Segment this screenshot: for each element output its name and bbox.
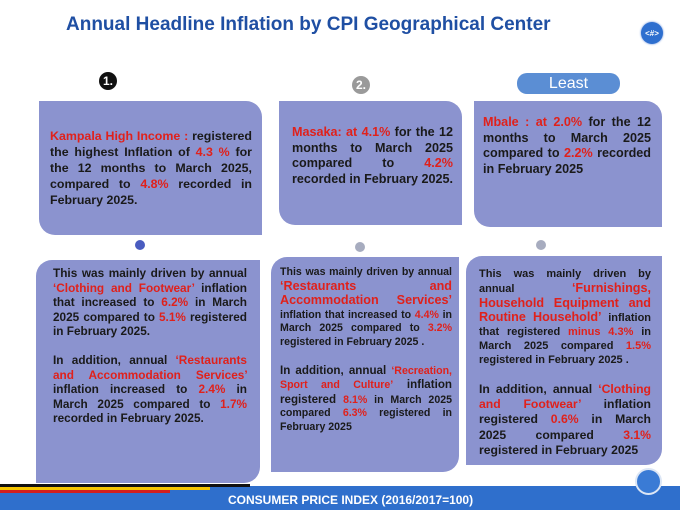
- value-highlight: 3.1%: [623, 427, 651, 442]
- text-span: recorded in February 2025.: [53, 411, 204, 426]
- text-span: recorded in February 2025.: [292, 171, 453, 186]
- text-span: registered in February 2025: [280, 407, 453, 433]
- connector-dot: [536, 240, 546, 250]
- connector-dot: [355, 242, 365, 252]
- masaka-summary-text: [292, 125, 453, 187]
- category-highlight: ‘Restaurants and Accommodation Services’: [53, 352, 247, 382]
- flag-stripe-red: [0, 490, 170, 493]
- value-highlight: 1.5%: [625, 339, 651, 352]
- value-highlight: minus 4.3%: [568, 326, 634, 339]
- value-highlight: 6.2%: [161, 295, 189, 310]
- text-span: in March 2025 compared: [479, 326, 651, 352]
- masaka-lead: Masaka: at: [292, 125, 362, 139]
- category-highlight: ‘Recreation, Sport and Culture’: [280, 364, 452, 392]
- value-highlight: 5.1%: [158, 309, 186, 324]
- kampala-drivers-text: [53, 266, 247, 426]
- text-span: In addition, annual: [479, 381, 599, 396]
- mbale-summary-text: [483, 115, 651, 177]
- value-highlight: 2.0%: [553, 115, 583, 129]
- mbale-lead: Mbale : at: [483, 115, 554, 129]
- text-span: This was mainly driven by annual: [280, 266, 452, 278]
- value-highlight: 4.3 %: [195, 145, 230, 159]
- value-highlight: 6.3%: [342, 407, 367, 420]
- text-span: in March 2025 compared: [280, 393, 452, 420]
- value-highlight: 4.8%: [140, 177, 169, 191]
- paragraph: [53, 266, 247, 339]
- paragraph: [280, 266, 452, 350]
- text-span: for the 12 months to March 2025 compared to: [292, 125, 453, 171]
- value-highlight: 4.2%: [424, 156, 453, 171]
- text-span: in March 2025 compared to: [280, 308, 452, 335]
- paragraph: [280, 364, 452, 435]
- category-highlight: ‘Furnishings, Household Equipment and Routine Household’: [479, 280, 651, 325]
- connector-dot: [135, 240, 145, 250]
- text-span: in March 2025 compared to: [53, 295, 247, 324]
- text-span: In addition, annual: [280, 363, 392, 377]
- text-span: This was mainly driven by annual: [53, 266, 247, 280]
- text-span: inflation that registered: [479, 312, 652, 339]
- text-span: inflation registered: [280, 378, 452, 406]
- value-highlight: 3.2%: [427, 322, 452, 335]
- category-highlight: ‘Restaurants and Accommodation Services’: [280, 278, 452, 308]
- text-span: registered in February 2025 .: [479, 353, 629, 366]
- value-highlight: 4.4%: [414, 308, 439, 321]
- text-span: inflation that increased to: [280, 308, 415, 321]
- masaka-drivers-text: [280, 266, 452, 435]
- kampala-lead: Kampala High Income :: [50, 129, 189, 143]
- text-span: inflation that increased to: [53, 280, 247, 310]
- value-highlight: 2.2%: [563, 146, 593, 161]
- page-title: Annual Headline Inflation by CPI Geographical Center: [66, 14, 551, 35]
- text-span: in March 2025 compared to: [53, 382, 248, 411]
- rank-one-marker: 1.: [99, 72, 117, 90]
- text-span: for the 12 months to March 2025 compared to: [483, 115, 651, 161]
- value-highlight: 2.4%: [198, 382, 226, 397]
- value-highlight: 4.1%: [361, 125, 391, 139]
- text-span: in March 2025 compared: [479, 412, 652, 442]
- rank-two-marker: 2.: [352, 76, 370, 94]
- text-span: recorded in February 2025.: [50, 177, 252, 207]
- least-label: Least: [517, 73, 620, 94]
- text-span: This was mainly driven by annual: [479, 268, 651, 295]
- text-span: registered in February 2025.: [53, 309, 247, 339]
- value-highlight: 0.6%: [550, 412, 579, 427]
- text-span: registered in February 2025: [479, 443, 639, 458]
- logo-seal-icon: [635, 468, 662, 495]
- category-highlight: ‘Clothing and Footwear’: [479, 381, 651, 411]
- mbale-drivers-text: [479, 268, 651, 459]
- text-span: registered the highest Inflation of: [50, 129, 252, 159]
- text-span: In addition, annual: [53, 352, 176, 367]
- page-number-badge: <#>: [641, 22, 663, 44]
- text-span: registered in February 2025 .: [280, 335, 425, 348]
- text-span: recorded in February 2025: [483, 146, 651, 176]
- paragraph: [53, 353, 247, 426]
- value-highlight: 1.7%: [220, 396, 247, 411]
- text-span: inflation registered: [479, 396, 651, 427]
- paragraph: [479, 268, 651, 368]
- paragraph: [479, 382, 651, 459]
- category-highlight: ‘Clothing and Footwear’: [53, 280, 195, 295]
- text-span: for the 12 months to March 2025, compared to: [50, 145, 252, 191]
- value-highlight: 8.1%: [343, 393, 368, 406]
- text-span: inflation increased to: [53, 382, 199, 397]
- kampala-summary-text: [50, 128, 252, 208]
- footer-text: CONSUMER PRICE INDEX (2016/2017=100): [228, 493, 474, 507]
